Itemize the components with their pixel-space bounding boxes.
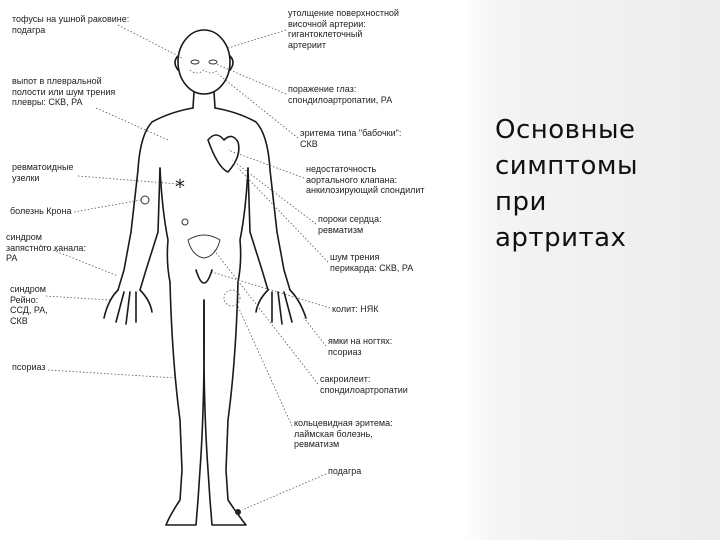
label-carpal: синдром запястного канала: РА [6,232,86,263]
label-sacroiliitis: сакроилеит: спондилоартропатии [320,374,408,395]
right-shoulder-arm-outer [215,108,290,290]
leader-pleural [96,108,168,140]
label-pericardial: шум трения перикарда: СКВ, РА [330,252,414,273]
label-erythema-annulare: кольцевидная эритема: лаймская болезнь, ревматизм [294,418,393,449]
label-gout-foot: подагра [328,466,362,476]
label-temporal: утолщение поверхностной височной артерии: гигантоклеточный артериит [288,8,399,50]
label-colitis: колит: НЯК [332,304,379,314]
head-outline [178,30,230,94]
left-eye-mark [191,60,199,64]
label-nails: ямки на ногтях: псориаз [328,336,393,357]
gout-toe-marker [235,509,241,515]
label-gout-ear: тофусы на ушной раковине: подагра [12,14,130,35]
left-leg [166,282,204,525]
leader-psoriasis [48,370,176,378]
leader-raynaud [46,296,110,300]
colon-mark [196,270,212,283]
label-pleural: выпот в плевральной полости или шум трения плевры: СКВ, РА [12,76,116,107]
leader-temporal [228,30,286,48]
heart-icon [208,135,239,172]
label-butterfly: эритема типа "бабочки": СКВ [300,128,402,149]
torso-right-side [238,168,248,282]
label-raynaud: синдром Рейно: ССД, РА, СКВ [10,284,48,326]
crohn-marker [141,196,149,204]
left-hand [104,290,152,324]
butterfly-rash-mark [190,70,218,73]
torso-left-side [160,168,170,282]
label-crohn: болезнь Крона [10,206,72,216]
leader-butterfly [218,74,298,138]
right-leg [204,282,246,525]
label-eye: поражение глаз: спондилоартропатии, РА [288,84,393,105]
leader-nodules [78,176,178,184]
label-heart-defects: пороки сердца: ревматизм [318,214,382,235]
right-eye-mark [209,60,217,64]
left-arm-inner [140,168,160,290]
leader-sacroiliitis [214,250,318,384]
abdomen-marker [182,219,188,225]
leader-erythema [236,302,292,426]
nodule-star-icon: * [175,175,185,199]
leader-crohn [74,200,141,212]
label-nodules: ревматоидные узелки [12,162,74,183]
slide-title: Основные симптомы при артритах [495,115,639,253]
leader-nails [304,318,326,346]
leader-aortic [228,150,304,178]
label-psoriasis: псориаз [12,362,46,372]
label-aortic: недостаточность аортального клапана: анкилозирующий спондилит [306,164,425,195]
pelvis-icon [188,235,220,258]
right-hand [256,290,306,324]
right-arm-inner [248,168,268,290]
left-shoulder-arm-outer [118,108,193,290]
leader-gout-foot [242,474,326,510]
